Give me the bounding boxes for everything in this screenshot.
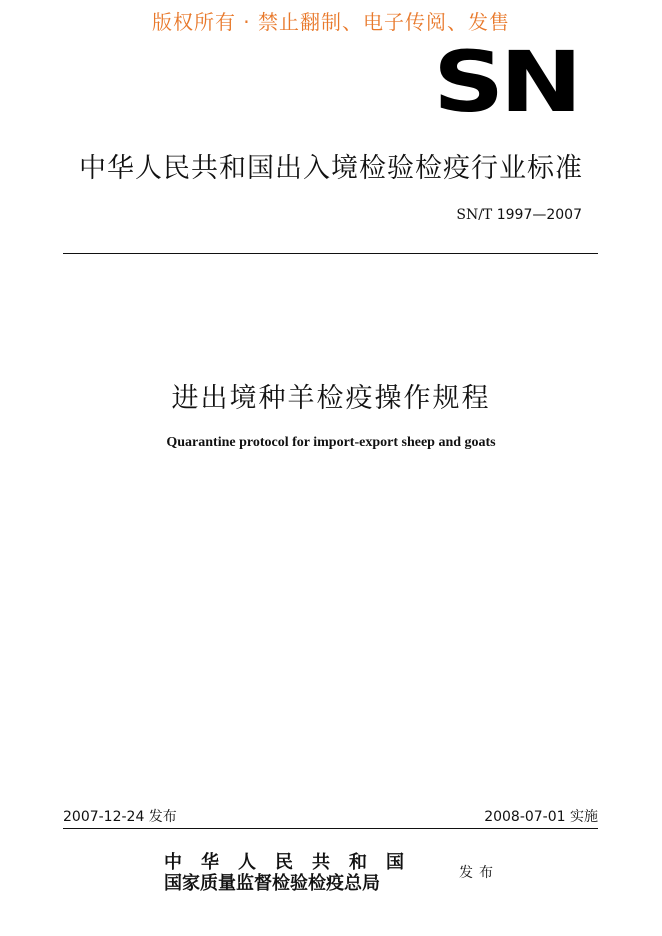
bottom-divider: [63, 828, 598, 829]
industry-standard-title: 中华人民共和国出入境检验检疫行业标准: [79, 153, 583, 184]
top-divider: [63, 253, 598, 254]
copyright-notice: 版权所有 · 禁止翻制、电子传阅、发售: [151, 10, 511, 34]
issuer-country: 中华人民共和国: [164, 852, 423, 873]
issuing-authority: [164, 852, 423, 894]
standard-year: 1997—2007: [496, 207, 582, 223]
standard-code: SN/T: [456, 207, 493, 223]
issue-date: 2007-12-24 发布: [63, 809, 177, 825]
implementation-date: 2008-07-01 实施: [484, 809, 598, 825]
standard-number: [456, 207, 582, 223]
sn-logo: SN: [433, 33, 578, 131]
document-title-en: Quarantine protocol for import-export sheep and goats: [166, 435, 496, 450]
document-title-cn: 进出境种羊检疫操作规程: [171, 383, 491, 414]
publish-label: 发布: [459, 865, 499, 881]
issuer-agency: 国家质量监督检验检疫总局: [164, 873, 380, 894]
